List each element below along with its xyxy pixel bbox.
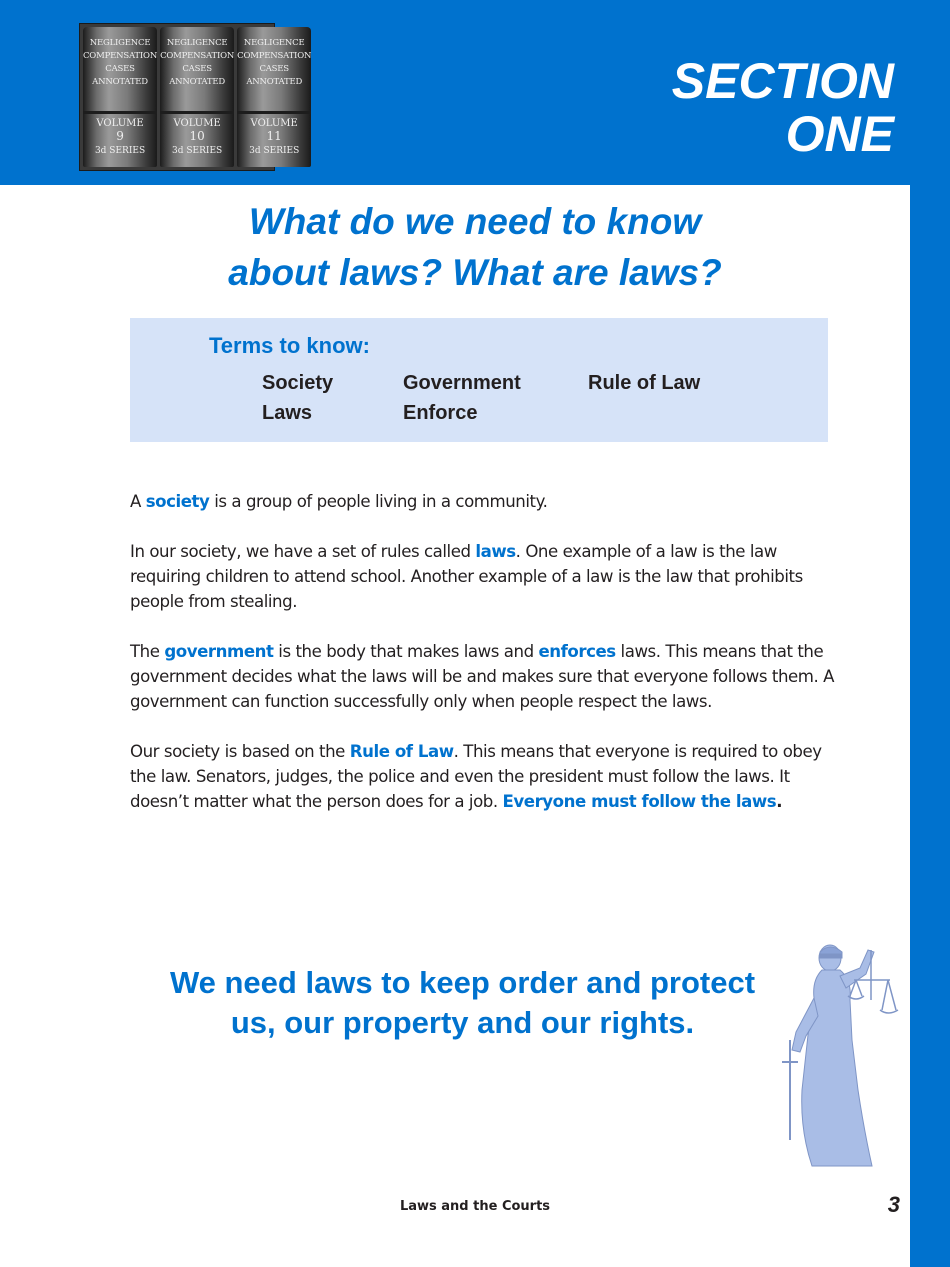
paragraph-government (130, 639, 835, 714)
spine-band (160, 111, 234, 114)
spine-series: 3d SERIES (172, 146, 223, 156)
book-spine (83, 27, 157, 167)
book-spine (160, 27, 234, 167)
lady-justice-icon (772, 940, 907, 1170)
spine-band (237, 111, 311, 114)
text-run: A (130, 492, 146, 511)
spine-series: 3d SERIES (249, 146, 300, 156)
text-run: The (130, 642, 165, 661)
terms-title: Terms to know: (209, 333, 370, 358)
spine-band (83, 111, 157, 114)
highlight-term: Rule of Law (349, 742, 454, 761)
spine-line: NEGLIGENCE (243, 38, 305, 48)
section-title-line: ONE (785, 106, 894, 162)
book-spine (237, 27, 311, 167)
spine-volume-number: 11 (266, 129, 282, 143)
paragraph-laws (130, 539, 835, 614)
term-item: Government (403, 372, 521, 394)
text-run: . One example of a law is the law requiring children to attend school. Another example of a law is the law that prohibits people from stealing. (130, 542, 803, 611)
spine-line: NEGLIGENCE (166, 38, 228, 48)
tagline (130, 963, 795, 1043)
spine-line: NEGLIGENCE (89, 38, 151, 48)
heading-line: about laws? What are laws? (228, 252, 722, 293)
term-item: Enforce (403, 402, 478, 424)
spine-volume-label: VOLUME (96, 118, 144, 129)
text-run: In our society, we have a set of rules called (130, 542, 476, 561)
spine-line: COMPENSATION (83, 51, 158, 61)
page-heading (130, 196, 820, 298)
highlight-term: laws (475, 542, 516, 561)
spine-series: 3d SERIES (94, 146, 146, 156)
term-item: Laws (262, 402, 313, 424)
heading-line: What do we need to know (248, 201, 702, 242)
spine-line: COMPENSATION (160, 51, 235, 61)
highlight-term: Everyone must follow the laws (502, 792, 777, 811)
spine-line: CASES (182, 64, 212, 74)
text-run: is the body that makes laws and (273, 642, 539, 661)
spine-volume-number: 9 (116, 129, 124, 143)
highlight-term: society (145, 492, 210, 511)
section-title (594, 55, 894, 161)
spine-line: CASES (259, 64, 289, 74)
highlight-term: government (164, 642, 274, 661)
text-run: is a group of people living in a community. (209, 492, 548, 511)
law-books-image (79, 23, 312, 171)
paragraph-society (130, 489, 835, 514)
section-title-line: SECTION (671, 53, 894, 109)
tagline-line: us, our property and our rights. (230, 1005, 695, 1040)
spine-line: ANNOTATED (169, 77, 225, 87)
term-item: Rule of Law (588, 372, 701, 394)
side-band (910, 0, 950, 1267)
spine-line: ANNOTATED (246, 77, 303, 87)
term-item: Society (262, 372, 334, 394)
spine-volume-number: 10 (189, 129, 205, 143)
terms-box (130, 318, 828, 442)
text-run: Our society is based on the (130, 742, 350, 761)
text-run: laws. This means that the government decides what the laws will be and makes sure that everyone follows them. A government can function successfully only when people respect the laws. (130, 642, 835, 711)
spine-volume-label: VOLUME (250, 118, 298, 129)
highlight-term: enforces (538, 642, 616, 661)
spine-line: CASES (105, 64, 135, 74)
tagline-line: We need laws to keep order and protect (169, 965, 756, 1000)
spine-line: ANNOTATED (92, 77, 148, 87)
text-run: . This means that everyone is required to obey the law. Senators, judges, the police and even the president must follow the laws. It doesn’t matter what the person does for a job. (130, 742, 822, 811)
spine-line: COMPENSATION (237, 51, 312, 61)
footer-title: Laws and the Courts (399, 1199, 551, 1214)
text-run: . (776, 792, 783, 811)
spine-volume-label: VOLUME (173, 118, 221, 129)
paragraph-rule-of-law (130, 739, 835, 814)
page-number: 3 (887, 1192, 900, 1217)
